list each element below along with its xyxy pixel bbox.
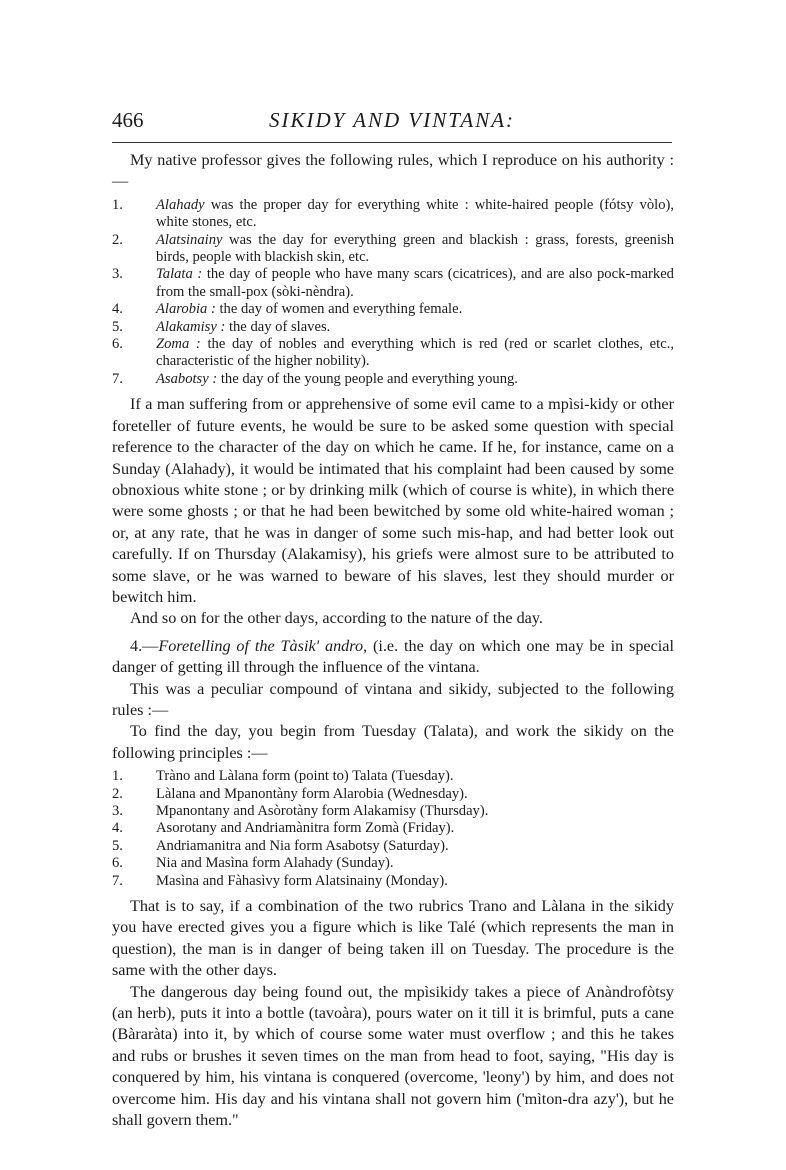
- list-item-term: Alakamisy :: [156, 318, 226, 335]
- list-item-number: 5.: [112, 837, 123, 854]
- list-item: [112, 336, 674, 371]
- list-item-term: Alahady: [156, 196, 205, 213]
- list-item: [112, 266, 674, 301]
- intro-paragraph: My native professor gives the following rules, which I reproduce on his authority :—: [112, 151, 674, 191]
- list-item-number: 1.: [112, 768, 123, 785]
- list-item: [112, 301, 674, 318]
- list-item-text: Andriamanitra and Nia form Asabotsy (Saturday).: [156, 837, 449, 854]
- running-title: SIKIDY AND VINTANA:: [268, 108, 516, 132]
- section-4-title: Foretelling of the Tàsik' andro,: [158, 636, 368, 655]
- list-item: [112, 803, 674, 820]
- list-item-number: 3.: [112, 266, 123, 283]
- list-item-text: Làlana and Mpanontàny form Alarobia (Wednesday).: [156, 785, 468, 802]
- list-item: [112, 786, 674, 803]
- list-item-text: the day of the young people and everything young.: [217, 370, 518, 387]
- list-item-number: 1.: [112, 196, 123, 213]
- rubric-rules-list: [112, 768, 674, 890]
- list-item-text: Mpanontany and Asòrotàny form Alakamisy (Thursday).: [156, 803, 489, 819]
- list-item-number: 7.: [112, 872, 123, 889]
- list-item: [112, 838, 674, 855]
- list-item-number: 3.: [112, 803, 123, 819]
- list-item-number: 6.: [112, 855, 123, 872]
- list-item-text: Asorotany and Andriamànitra form Zomà (Friday).: [156, 820, 455, 837]
- page-body: [112, 150, 674, 1132]
- paragraph-find-day: To find the day, you begin from Tuesday (Talata), and work the sikidy on the following principles :—: [112, 722, 674, 762]
- paragraph-that-is: That is to say, if a combination of the two rubrics Trano and Làlana in the sikidy you have erected gives you a figure which is like Talé (which represents the man in question), the man is in danger of being taken ill on Tuesday. The procedure is the same with the other days.: [112, 897, 674, 980]
- list-item-number: 7.: [112, 370, 123, 387]
- page-header: [112, 108, 672, 138]
- list-item: [112, 820, 674, 837]
- list-item: [112, 371, 674, 388]
- paragraph-dangerous-day: The dangerous day being found out, the mpìsikidy takes a piece of Anàndrofòtsy (an herb), puts it into a bottle (tavoàra), pours water on it till it is brimful, puts a cane (Bàraràta) into it, by which of course some water must overflow ; and this he takes and rubs or brushes it seven times on the man from head to foot, saying, "His day is conquered by him, his vintana is conquered (overcome, 'leony') by him, and does not overcome him. His day and his vintana shall not govern him ('mìton-dra azy'), but he shall govern them.": [112, 982, 674, 1130]
- header-rule: [112, 142, 672, 143]
- list-item-number: 6.: [112, 336, 123, 353]
- list-item-number: 2.: [112, 785, 123, 802]
- list-item-number: 5.: [112, 318, 123, 335]
- list-item: [112, 873, 674, 890]
- section-4-paragraph: [112, 636, 674, 679]
- list-item-text: Nia and Masìna form Alahady (Sunday).: [156, 855, 394, 872]
- list-item-text: Tràno and Làlana form (point to) Talata (Tuesday).: [156, 768, 454, 785]
- paragraph-mpisikidy: If a man suffering from or apprehensive of some evil came to a mpìsi-kidy or other foreteller of future events, he would be sure to be asked some question with special reference to the character of the day on which he came. If he, for instance, came on a Sunday (Alahady), it would be intimated that his complaint had been caused by some obnoxious white stone ; or by drinking milk (which of course is white), in which there were some ghosts ; or that he had been bewitched by some old white-haired woman ; or, at any rate, that he was in danger of some such mis-hap, and had better look out carefully. If on Thursday (Alakamisy), his griefs were almost sure to be attributed to some slave, or he was warned to beware of his slaves, lest they should murder or bewitch him.: [112, 395, 674, 606]
- list-item-term: Talata :: [156, 266, 203, 283]
- list-item-term: Zoma :: [156, 336, 201, 353]
- list-item-term: Alatsinainy: [156, 231, 223, 248]
- list-item: [112, 855, 674, 872]
- list-item-text: the day of slaves.: [225, 318, 331, 335]
- list-item: [112, 197, 674, 232]
- list-item-text: was the proper day for everything white : white-haired people (fótsy vòlo), white stones, etc.: [156, 196, 674, 231]
- list-item-number: 2.: [112, 231, 123, 248]
- list-item-text: Masìna and Fàhasìvy form Alatsinainy (Monday).: [156, 872, 448, 889]
- list-item-text: the day of women and everything female.: [215, 301, 463, 318]
- list-item-term: Alarobia :: [156, 301, 216, 318]
- day-rules-list: [112, 197, 674, 388]
- list-item-text: the day of people who have many scars (cicatrices), and are also pock-marked from the small-pox (sòki-nèndra).: [156, 266, 674, 300]
- section-4-number: 4.—: [130, 636, 159, 655]
- paragraph-other-days: And so on for the other days, according to the nature of the day.: [130, 609, 543, 628]
- list-item: [112, 232, 674, 267]
- list-item: [112, 768, 674, 785]
- list-item-number: 4.: [112, 820, 123, 837]
- list-item-text: the day of nobles and everything which is red (red or scarlet clothes, etc., characteristic of the higher nobility).: [156, 336, 674, 370]
- list-item-term: Asabotsy :: [156, 370, 218, 387]
- section-4-text: (i.e. the day on which one may be in special danger of getting ill through the influence of the vintana.: [112, 636, 674, 677]
- page-number: 466: [112, 108, 144, 132]
- paragraph-compound: This was a peculiar compound of vintana and sikidy, subjected to the following rules :—: [112, 679, 674, 719]
- list-item-text: was the day for everything green and blackish : grass, forests, greenish birds, people with blackish skin, etc.: [156, 231, 674, 266]
- list-item-number: 4.: [112, 301, 123, 318]
- list-item: [112, 319, 674, 336]
